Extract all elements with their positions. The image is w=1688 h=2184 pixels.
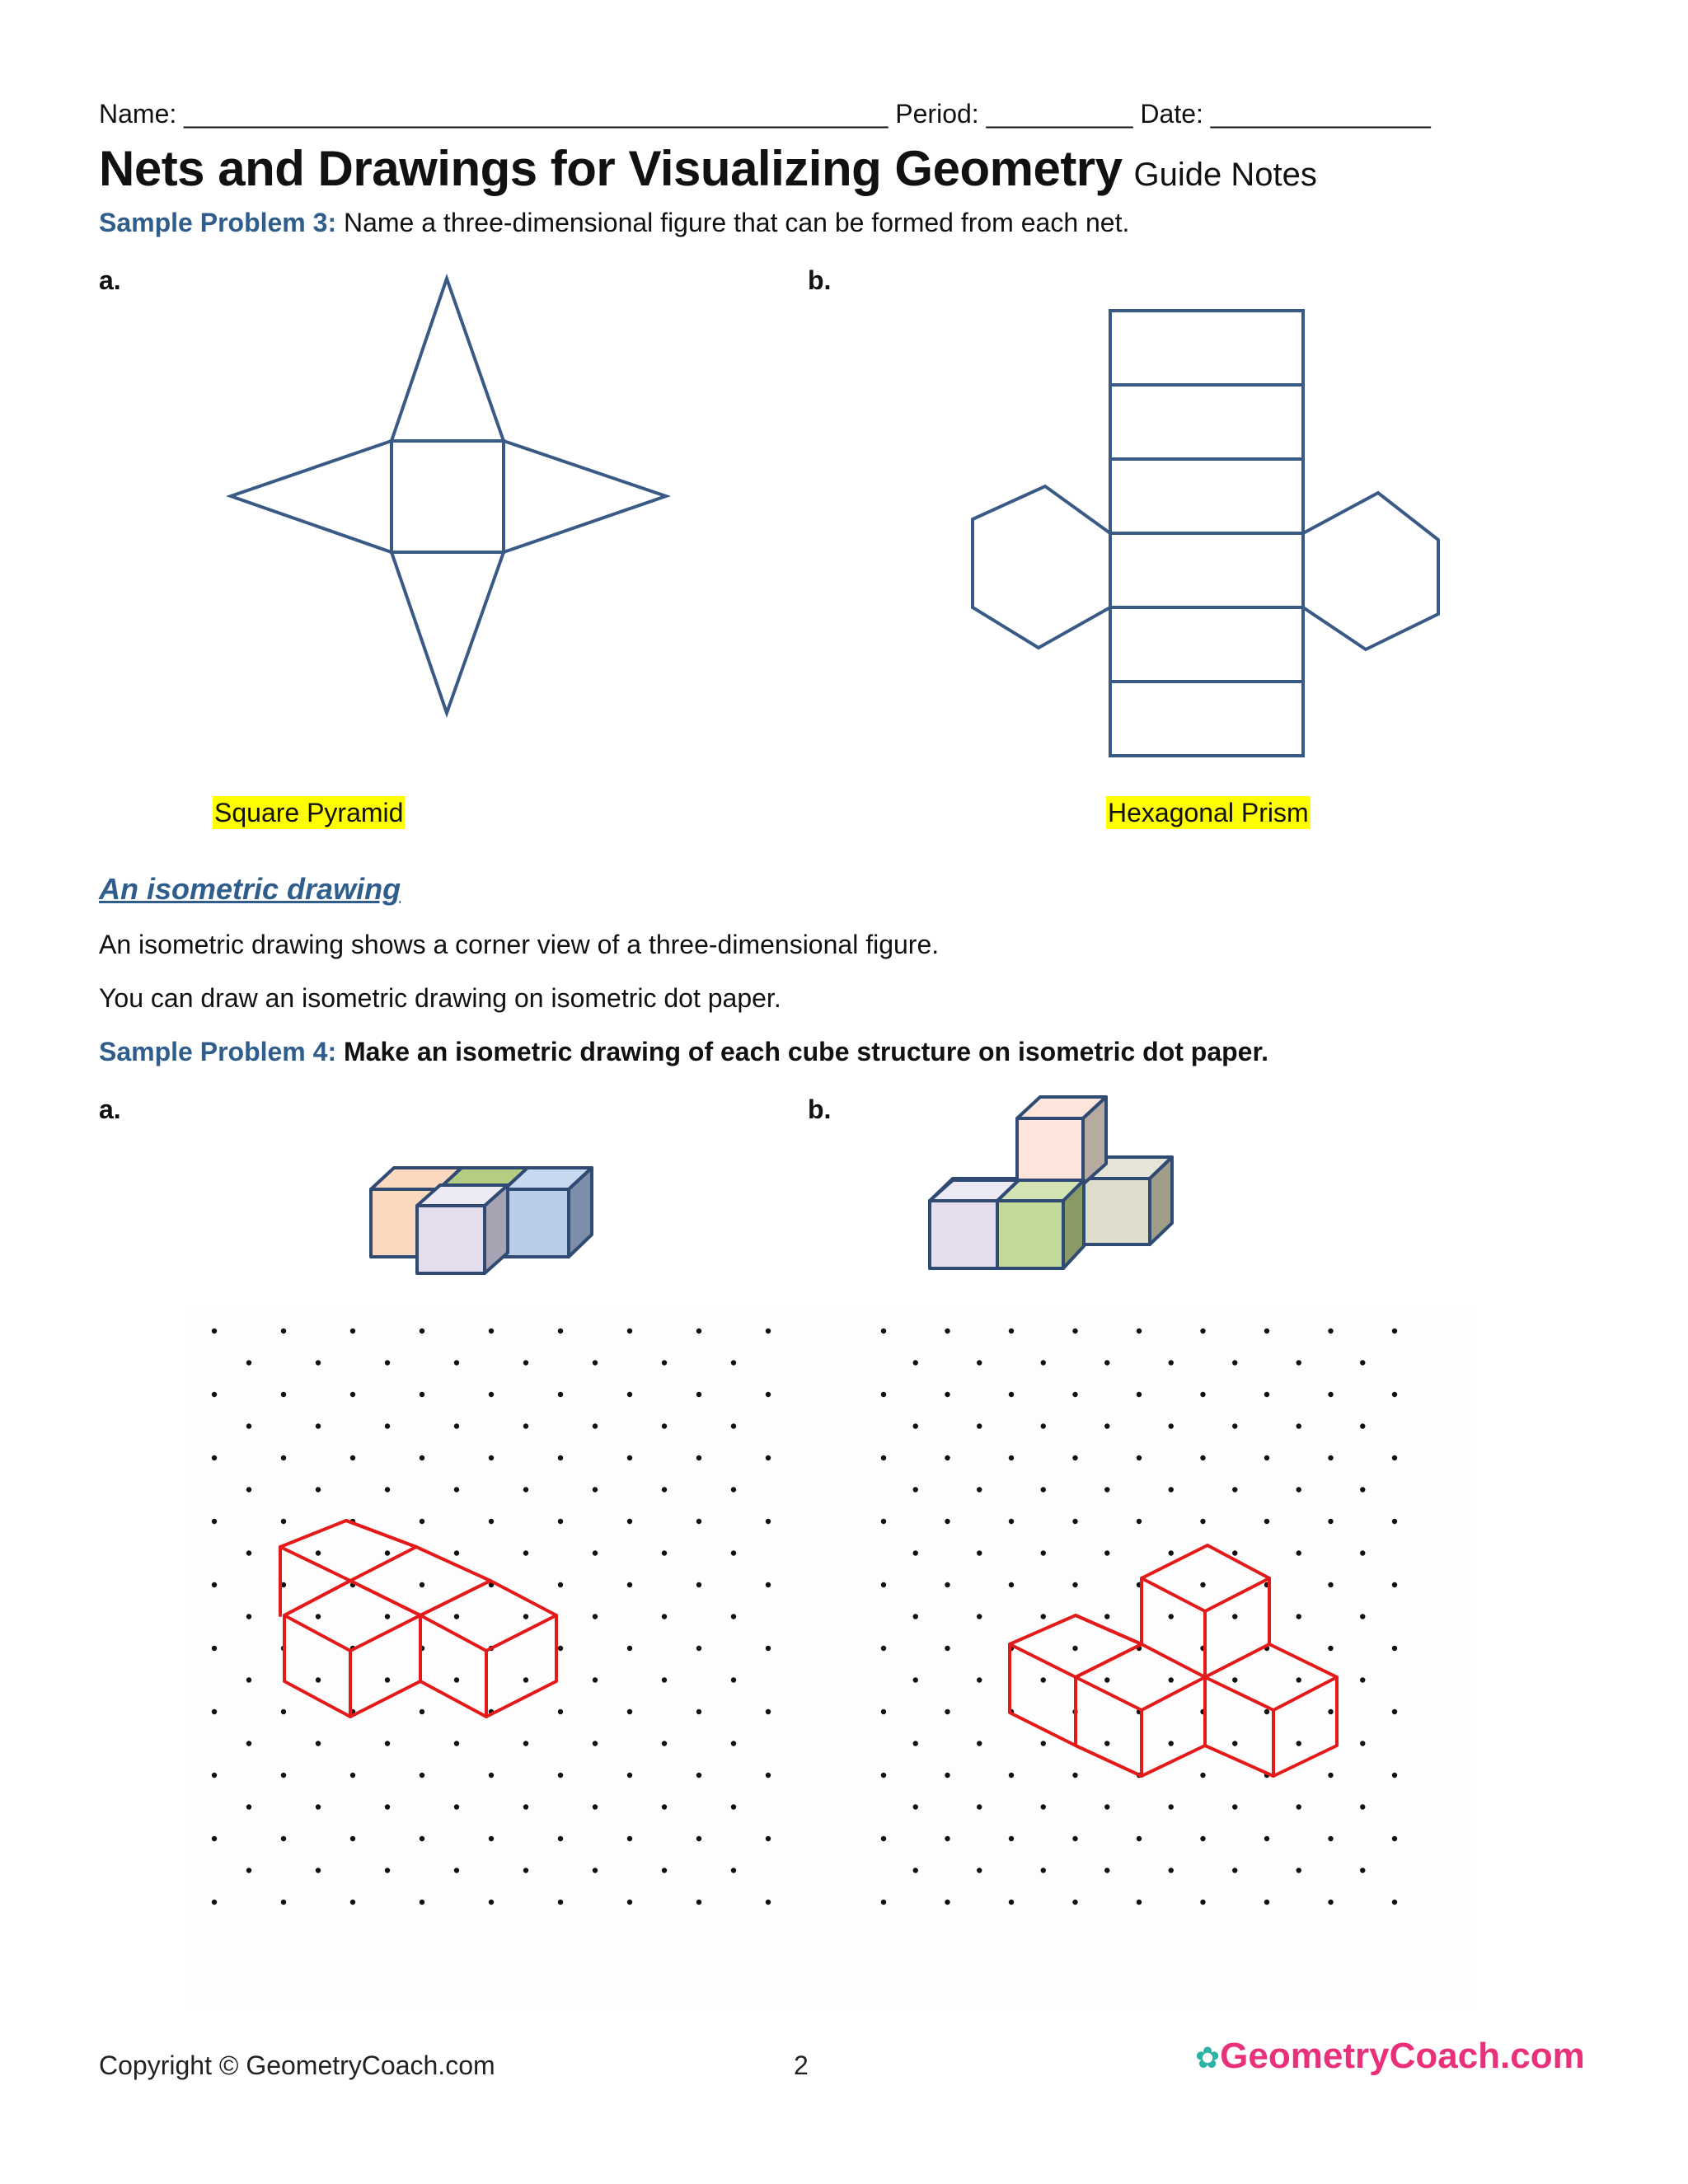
logo-icon: ✿ bbox=[1195, 2041, 1221, 2074]
problem-3-text: Name a three-dimensional figure that can be formed from each net. bbox=[336, 208, 1130, 237]
drawing-b-upper-top bbox=[1142, 1545, 1269, 1611]
page-number: 2 bbox=[794, 2050, 809, 2080]
definition-line-2: You can draw an isometric drawing on isometric dot paper. bbox=[99, 983, 781, 1013]
title-main: Nets and Drawings for Visualizing Geometry bbox=[99, 141, 1123, 196]
drawing-b-left-top bbox=[1010, 1615, 1142, 1677]
part-b-label-4: b. bbox=[808, 1094, 832, 1124]
section-heading: An isometric drawing bbox=[99, 872, 401, 906]
problem-3-label: Sample Problem 3: bbox=[99, 208, 337, 237]
drawing-b-front-right bbox=[1205, 1677, 1337, 1776]
drawing-b-right-top bbox=[1205, 1644, 1337, 1710]
name-period-date-line: Name: ________________________________________________ Period: __________ Date: _______________ bbox=[99, 99, 1431, 129]
title-sub: Guide Notes bbox=[1133, 157, 1317, 193]
answer-hexagonal-prism: Hexagonal Prism bbox=[1108, 798, 1309, 827]
brand-text: GeometryCoach.com bbox=[1220, 2036, 1585, 2076]
drawing-b-mid-top bbox=[1076, 1644, 1205, 1710]
brand-logo bbox=[1195, 2036, 1585, 2077]
drawing-b-back-link bbox=[1076, 1615, 1142, 1644]
part-b-label: b. bbox=[808, 265, 832, 295]
footer-copyright: Copyright © GeometryCoach.com bbox=[99, 2050, 495, 2080]
answer-square-pyramid: Square Pyramid bbox=[214, 798, 404, 827]
part-a-label: a. bbox=[99, 265, 121, 295]
definition-line-1: An isometric drawing shows a corner view of a three-dimensional figure. bbox=[99, 930, 940, 959]
problem-4-label: Sample Problem 4: bbox=[99, 1037, 337, 1066]
part-a-label-4: a. bbox=[99, 1094, 121, 1124]
problem-4-text: Make an isometric drawing of each cube structure on isometric dot paper. bbox=[336, 1037, 1269, 1066]
